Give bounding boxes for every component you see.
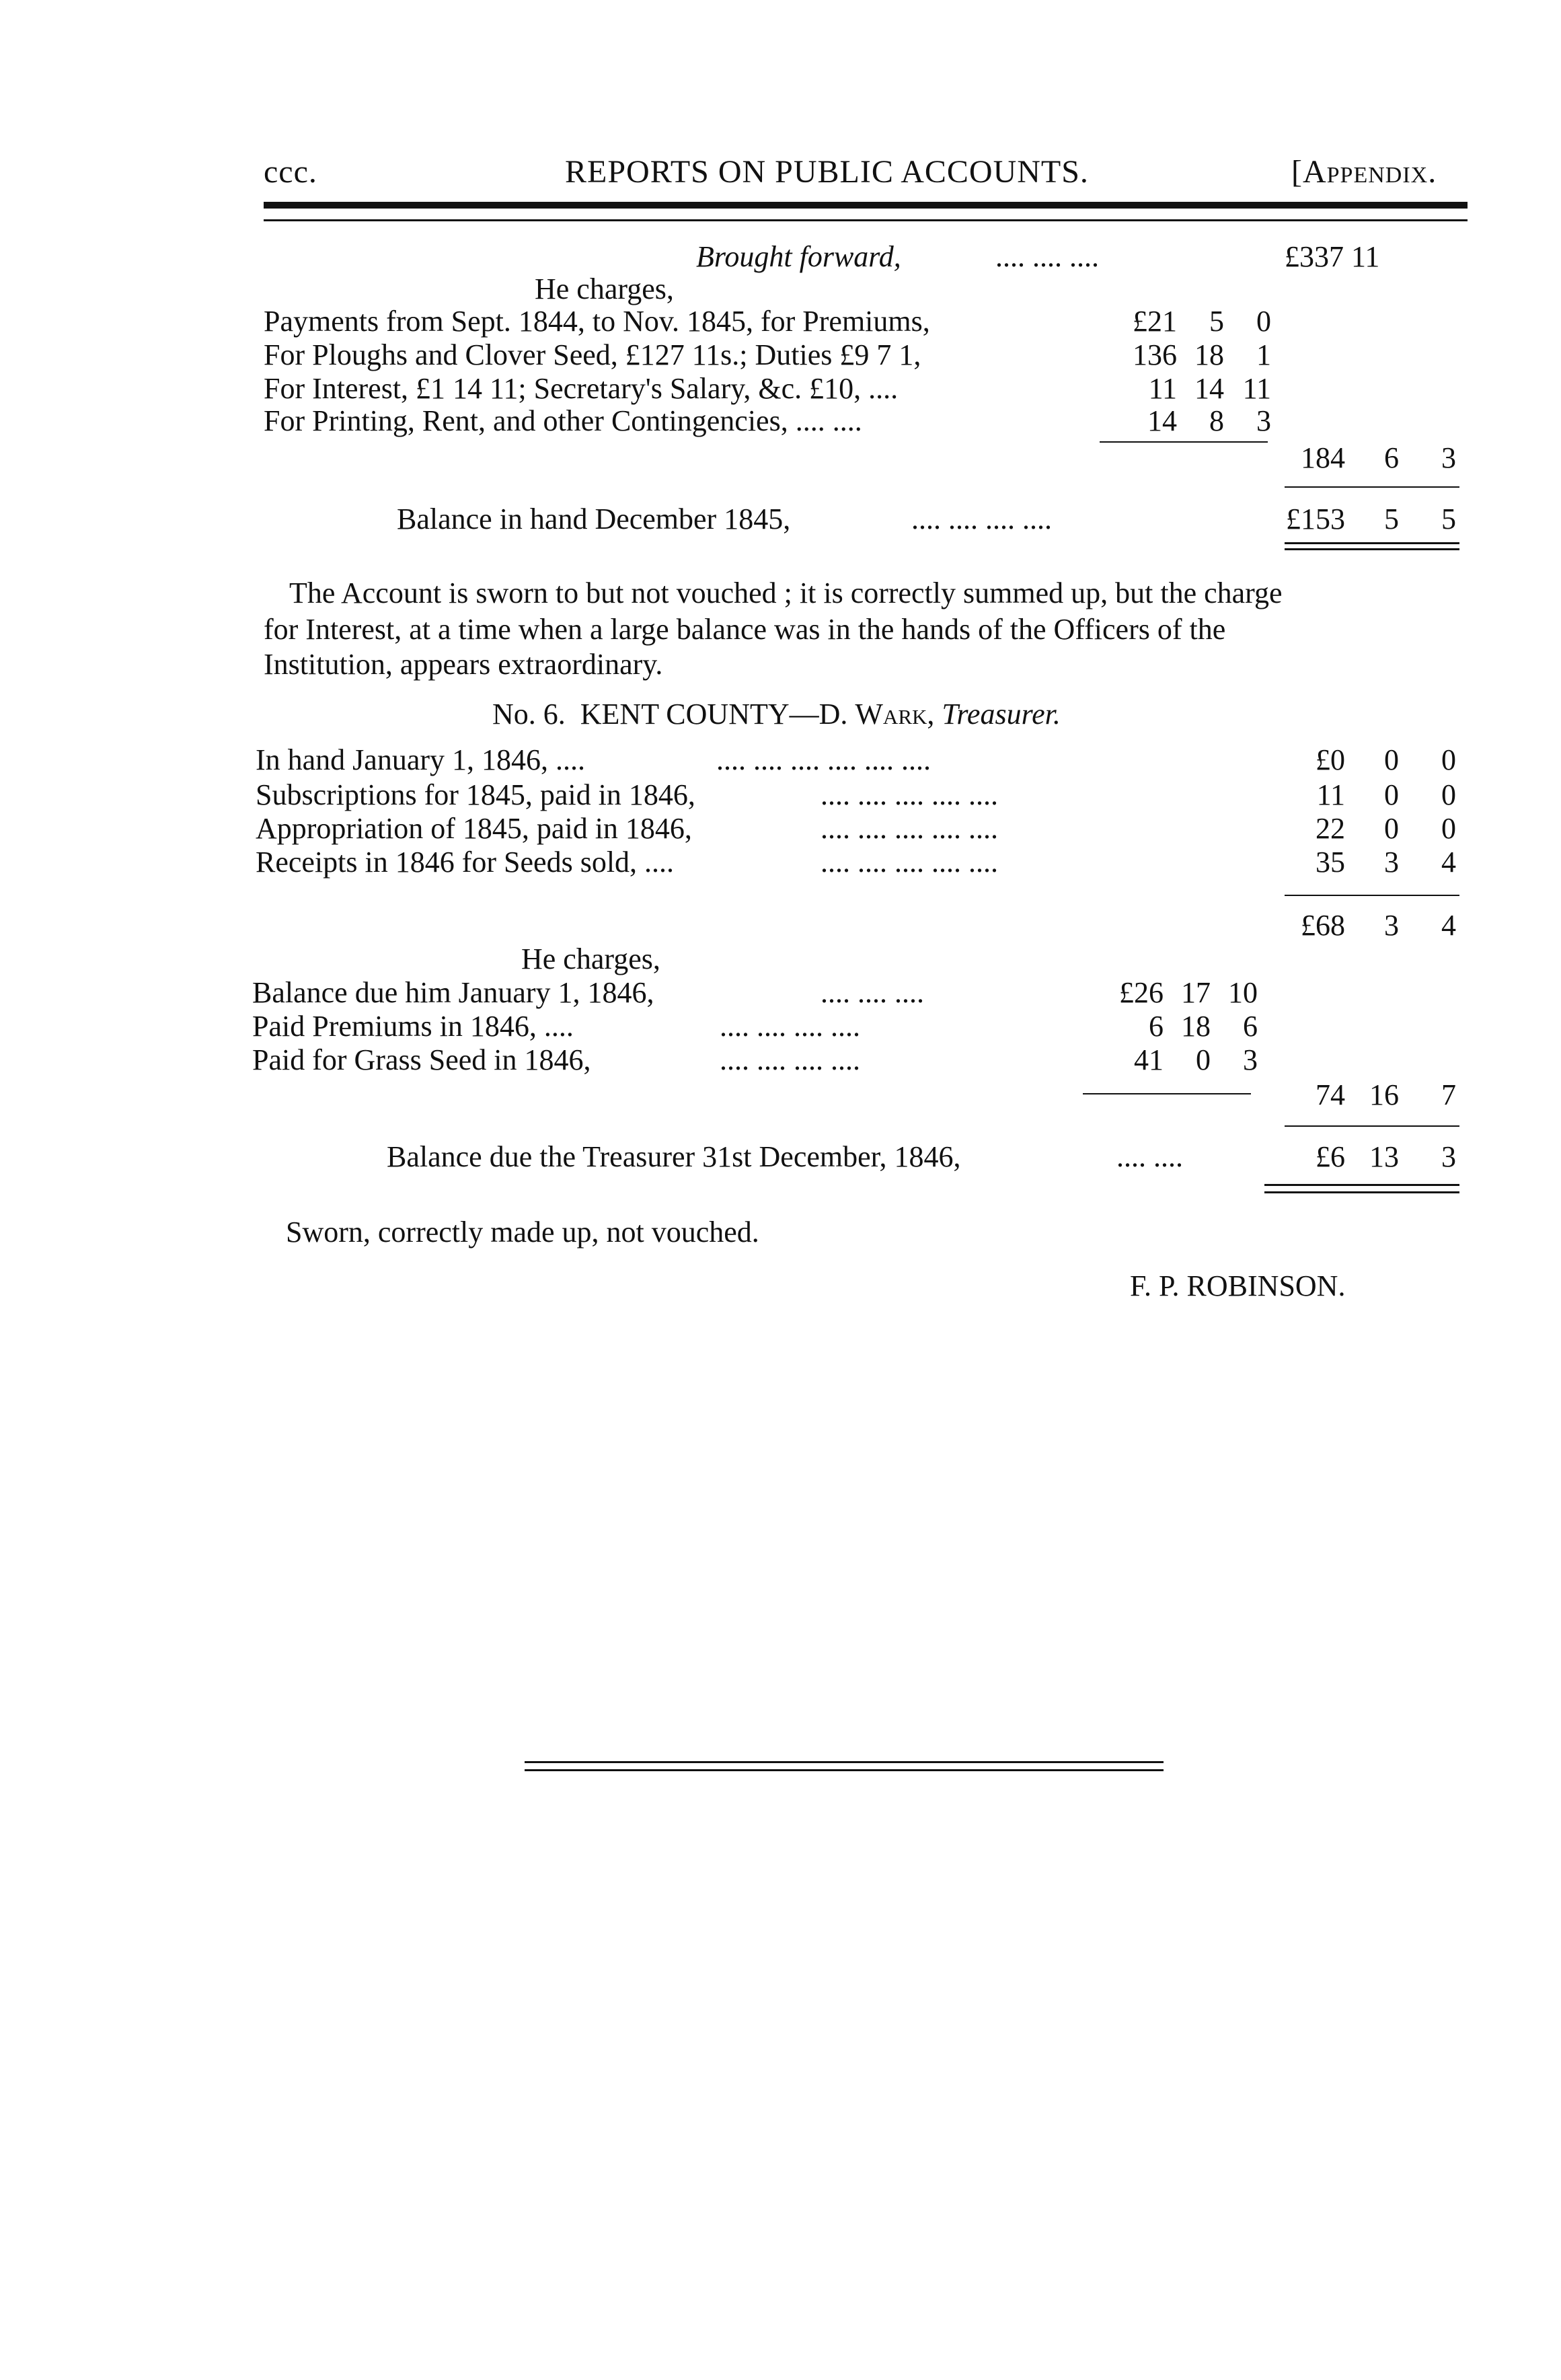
receipts-total-pence: 4 xyxy=(1441,909,1456,942)
charge-2-item-1-pounds: £26 xyxy=(1119,976,1164,1009)
charge-item-1-pence: 0 xyxy=(1256,305,1271,338)
heading-number: No. 6. xyxy=(492,698,566,731)
receipt-item-1-shillings: 0 xyxy=(1384,743,1399,776)
receipt-item-1-pence: 0 xyxy=(1441,743,1456,776)
running-title: REPORTS ON PUBLIC ACCOUNTS. xyxy=(565,154,1089,190)
balance-label-1: Balance in hand December 1845, xyxy=(397,503,791,535)
receipt-item-2-shillings: 0 xyxy=(1384,778,1399,811)
charge-item-4-pounds: 14 xyxy=(1147,404,1177,437)
charge-2-item-1: Balance due him January 1, 1846, xyxy=(252,976,654,1009)
charge-2-item-3: Paid for Grass Seed in 1846, xyxy=(252,1043,591,1076)
charge-item-1: Payments from Sept. 1844, to Nov. 1845, for Premiums, xyxy=(264,305,930,338)
charge-2-item-1-shillings: 17 xyxy=(1181,976,1211,1009)
charge-item-4-shillings: 8 xyxy=(1209,404,1224,437)
brought-forward-total: £337 11 xyxy=(1285,240,1380,273)
charge-item-3: For Interest, £1 14 11; Secretary's Salary, &c. £10, .... xyxy=(264,372,899,405)
receipt-item-2: Subscriptions for 1845, paid in 1846, xyxy=(256,778,695,811)
remark-2: Sworn, correctly made up, not vouched. xyxy=(286,1216,759,1249)
charges-2-total-shillings: 16 xyxy=(1369,1078,1399,1111)
charge-item-2-pence: 1 xyxy=(1256,338,1271,371)
charges-2-total-pence: 7 xyxy=(1441,1078,1456,1111)
signature: F. P. ROBINSON. xyxy=(1130,1269,1346,1302)
charge-item-2-shillings: 18 xyxy=(1194,338,1224,371)
balance-1-pence: 5 xyxy=(1441,503,1456,535)
remark-1-line-2: for Interest, at a time when a large balance was in the hands of the Officers of the xyxy=(264,613,1226,646)
balance-2-shillings: 13 xyxy=(1369,1140,1399,1173)
charge-2-item-2: Paid Premiums in 1846, .... xyxy=(252,1010,574,1043)
charge-2-item-1-pence: 10 xyxy=(1228,976,1258,1009)
charge-2-item-2-pence: 6 xyxy=(1243,1010,1258,1043)
charges-2-rule xyxy=(1083,1093,1251,1094)
balance-double-rule-2a xyxy=(1264,1184,1459,1186)
he-charges-label-1: He charges, xyxy=(535,272,674,305)
balance-double-rule-1a xyxy=(1285,542,1459,544)
receipt-item-2-dots: .... .... .... .... .... xyxy=(821,778,998,811)
charge-item-1-pounds: £21 xyxy=(1133,305,1177,338)
footer-rule-b xyxy=(525,1769,1164,1771)
subtotal-rule-1 xyxy=(1100,441,1268,443)
balance-dots-2: .... .... xyxy=(1116,1140,1183,1173)
he-charges-label-2: He charges, xyxy=(521,942,660,975)
heading-role: Treasurer. xyxy=(942,698,1061,731)
charge-item-2-pounds: 136 xyxy=(1133,338,1177,371)
receipt-item-4-pence: 4 xyxy=(1441,846,1456,879)
charge-2-item-3-pounds: 41 xyxy=(1134,1043,1164,1076)
charge-2-item-2-pounds: 6 xyxy=(1149,1010,1164,1043)
charge-item-3-pounds: 11 xyxy=(1148,372,1177,405)
balance-1-pounds: £153 xyxy=(1286,503,1345,535)
charge-item-1-shillings: 5 xyxy=(1209,305,1224,338)
charge-item-3-shillings: 14 xyxy=(1194,372,1224,405)
receipt-item-3-dots: .... .... .... .... .... xyxy=(821,812,998,845)
header-thick-rule xyxy=(264,202,1468,209)
charge-2-item-2-dots: .... .... .... .... xyxy=(720,1010,860,1043)
charge-2-item-3-pence: 3 xyxy=(1243,1043,1258,1076)
charge-2-item-3-dots: .... .... .... .... xyxy=(720,1043,860,1076)
receipts-total-pounds: £68 xyxy=(1301,909,1345,942)
balance-dots-1: .... .... .... .... xyxy=(911,503,1052,535)
receipt-item-3-pence: 0 xyxy=(1441,812,1456,845)
receipt-item-3-shillings: 0 xyxy=(1384,812,1399,845)
receipt-item-3-pounds: 22 xyxy=(1316,812,1345,845)
balance-2-pence: 3 xyxy=(1441,1140,1456,1173)
receipt-item-1: In hand January 1, 1846, .... xyxy=(256,743,586,776)
heading-treasurer-name: Wark, xyxy=(855,698,935,731)
brought-forward-label: Brought forward, xyxy=(696,240,901,273)
balance-2-pounds: £6 xyxy=(1316,1140,1345,1173)
page-number: ccc. xyxy=(264,154,317,190)
balance-1-shillings: 5 xyxy=(1384,503,1399,535)
charges-total-1-pence: 3 xyxy=(1441,441,1456,474)
charge-item-4: For Printing, Rent, and other Contingencies, .... .... xyxy=(264,404,862,437)
header-thin-rule xyxy=(264,219,1468,221)
receipt-item-2-pence: 0 xyxy=(1441,778,1456,811)
receipt-item-1-pounds: £0 xyxy=(1316,743,1345,776)
receipt-item-4-dots: .... .... .... .... .... xyxy=(821,846,998,879)
charges-total-1-shillings: 6 xyxy=(1384,441,1399,474)
heading-county: KENT COUNTY—D. xyxy=(580,698,848,731)
balance-double-rule-2b xyxy=(1264,1191,1459,1193)
appendix-label: [Appendix. xyxy=(1291,154,1437,190)
charge-item-3-pence: 11 xyxy=(1242,372,1271,405)
charge-2-item-1-dots: .... .... .... xyxy=(821,976,924,1009)
receipt-item-4-pounds: 35 xyxy=(1316,846,1345,879)
remark-1-line-3: Institution, appears extraordinary. xyxy=(264,648,663,681)
receipt-item-4-shillings: 3 xyxy=(1384,846,1399,879)
footer-rule-a xyxy=(525,1761,1164,1763)
receipt-item-2-pounds: 11 xyxy=(1316,778,1345,811)
charges-2-total-pounds: 74 xyxy=(1316,1078,1345,1111)
charge-2-item-3-shillings: 0 xyxy=(1196,1043,1211,1076)
receipts-rule xyxy=(1285,895,1459,896)
balance-label-2: Balance due the Treasurer 31st December, 1846, xyxy=(387,1140,961,1173)
charge-item-4-pence: 3 xyxy=(1256,404,1271,437)
section-2-heading xyxy=(492,697,1061,731)
receipts-total-shillings: 3 xyxy=(1384,909,1399,942)
subtotal-rule-2 xyxy=(1285,486,1459,488)
receipt-item-1-dots: .... .... .... .... .... .... xyxy=(716,743,931,776)
charge-2-item-2-shillings: 18 xyxy=(1181,1010,1211,1043)
charges-total-1-pounds: 184 xyxy=(1301,441,1345,474)
receipt-item-4: Receipts in 1846 for Seeds sold, .... xyxy=(256,846,675,879)
balance-double-rule-1b xyxy=(1285,548,1459,550)
receipt-item-3: Appropriation of 1845, paid in 1846, xyxy=(256,812,692,845)
brought-forward-dots: .... .... .... xyxy=(995,240,1099,273)
charge-item-2: For Ploughs and Clover Seed, £127 11s.; Duties £9 7 1, xyxy=(264,338,921,371)
balance-2-top-rule xyxy=(1285,1125,1459,1127)
remark-1-line-1: The Account is sworn to but not vouched ; it is correctly summed up, but the charge xyxy=(289,577,1283,609)
